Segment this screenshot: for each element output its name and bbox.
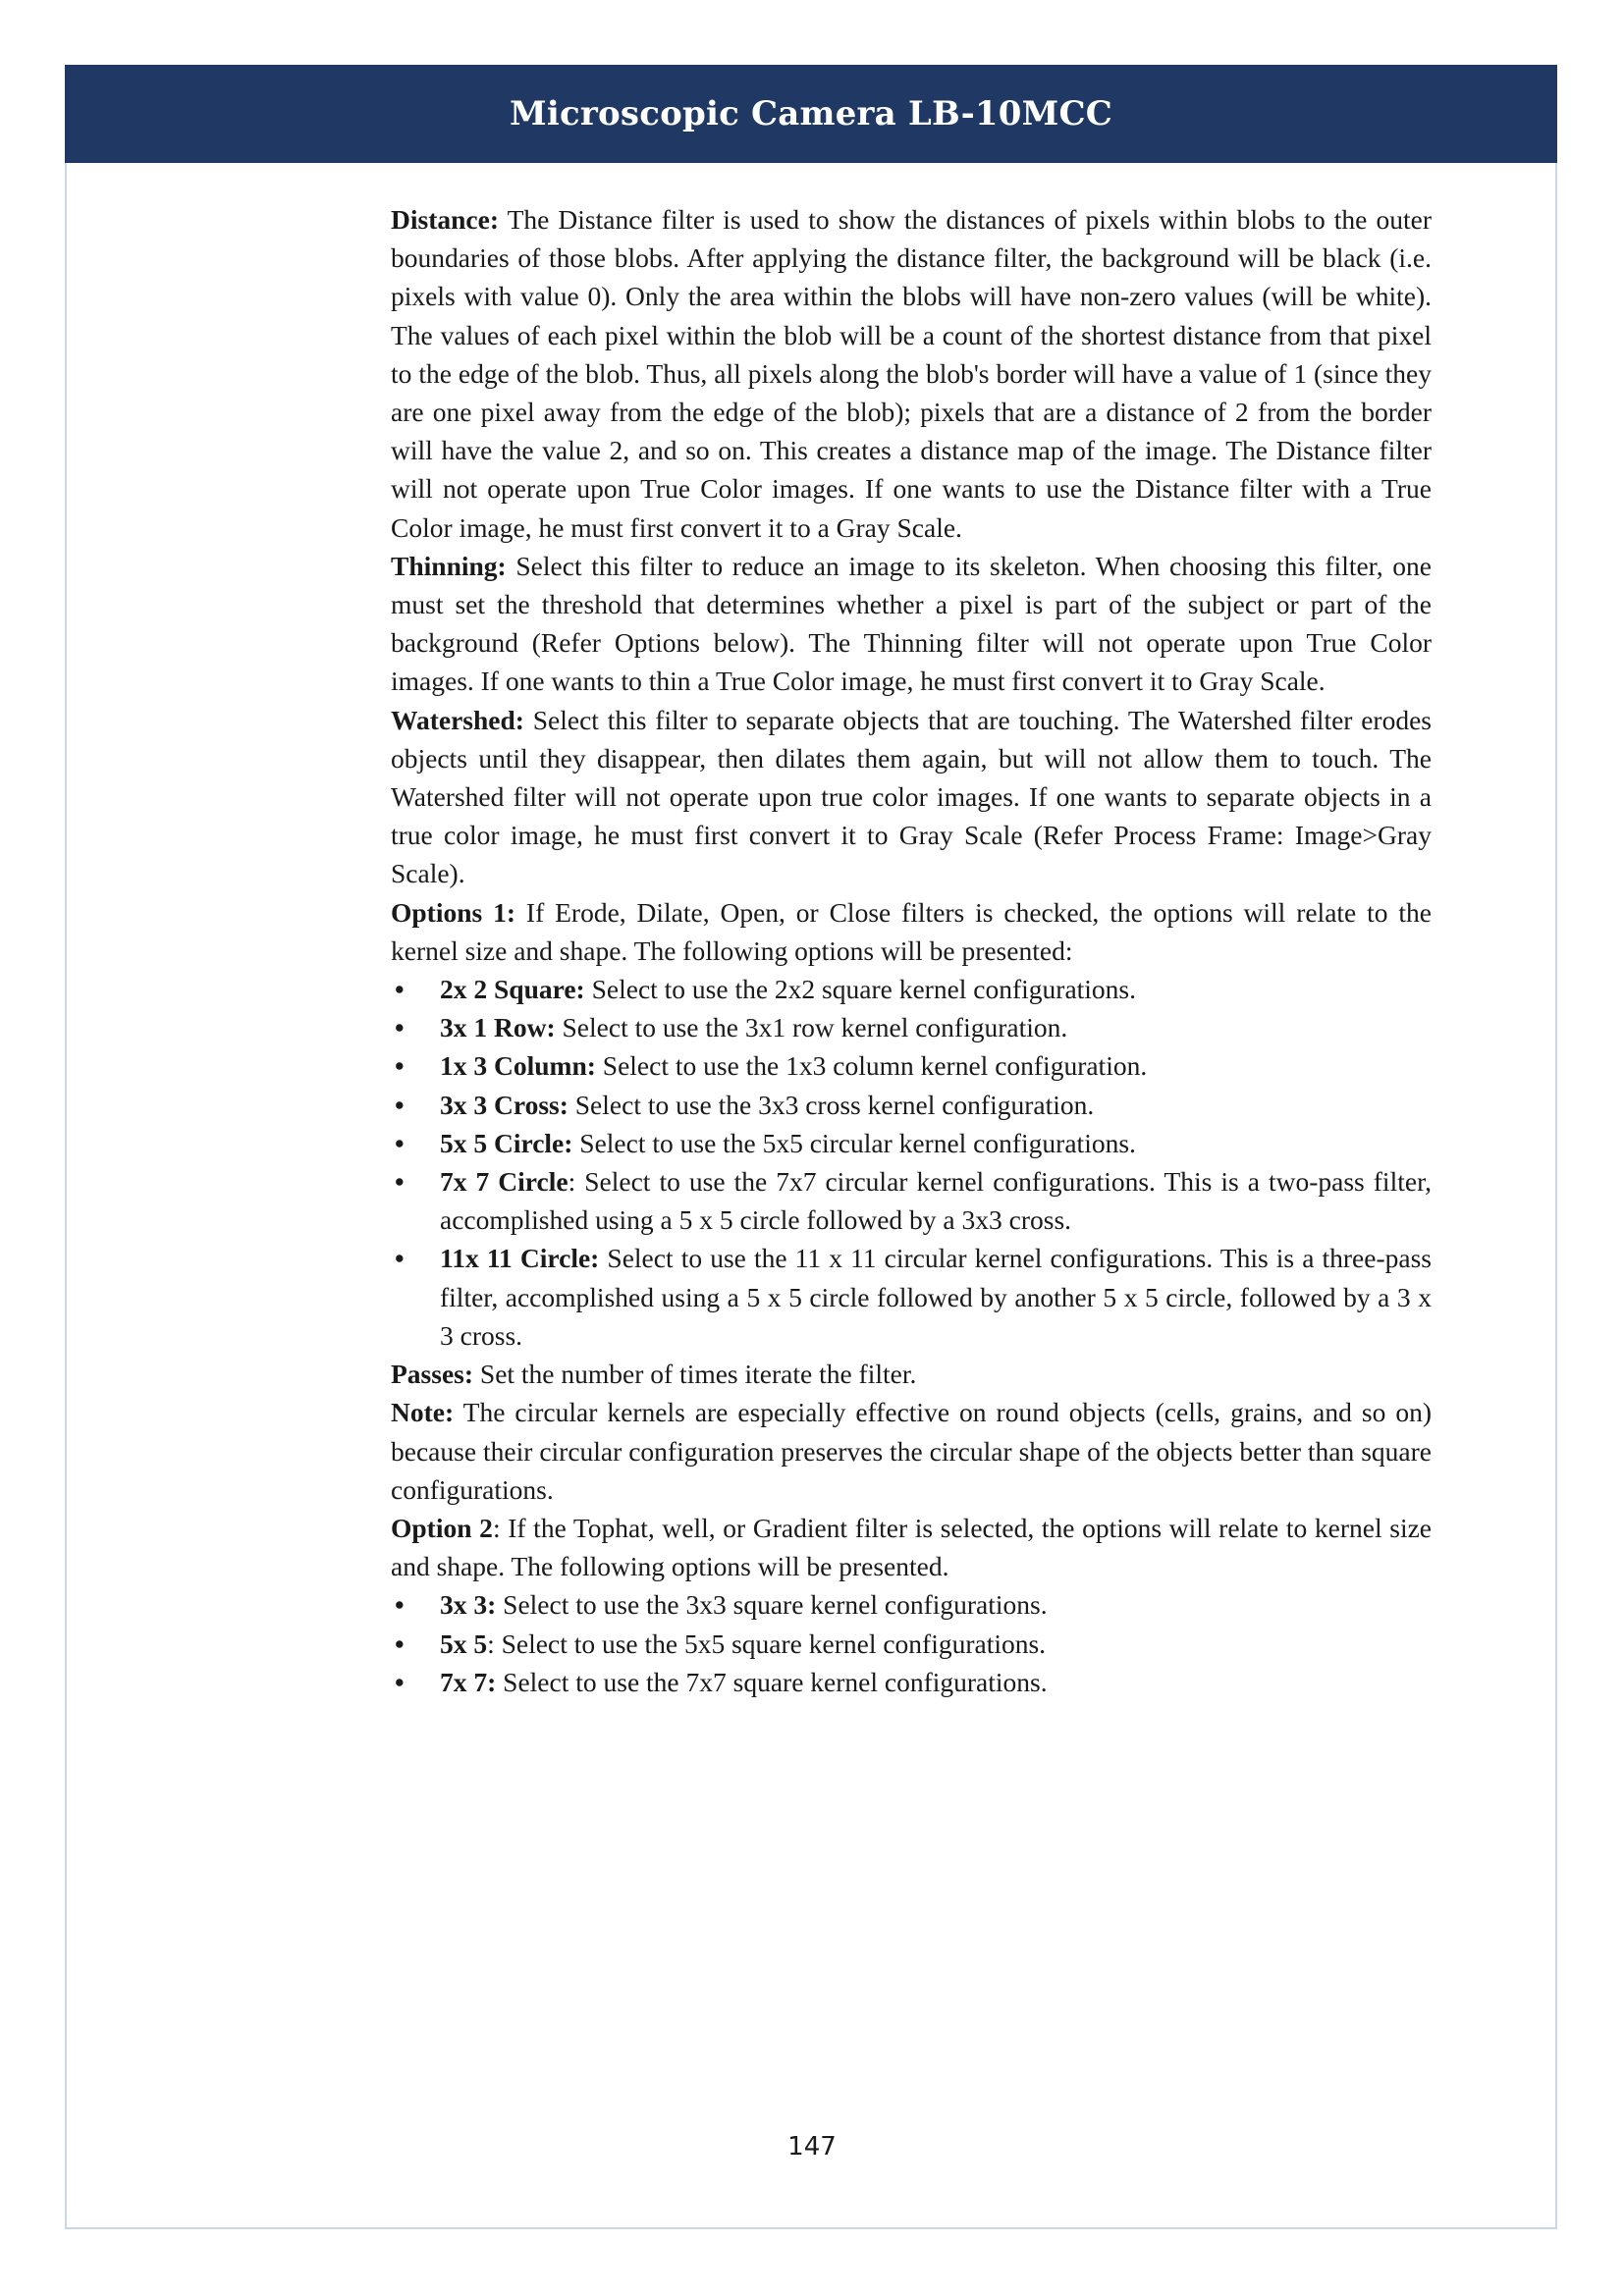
bullet-icon: •	[395, 1628, 405, 1659]
list-item	[391, 970, 1432, 1008]
list-item-text: : Select to use the 7x7 circular kernel configurations. This is a two-pass filter, accomplished using a 5 x 5 circle followed by a 3x3 cross.	[440, 1166, 1432, 1236]
list-item	[391, 1162, 1432, 1239]
text-thinning: Select this filter to reduce an image to its skeleton. When choosing this filter, one must set the threshold that determines whether a pixel is part of the subject or part of the background (Refer Options below). The Thinning filter will not operate upon True Color images. If one wants to thin a True Color image, he must first convert it to Gray Scale.	[391, 550, 1432, 697]
text-note: The circular kernels are especially effective on round objects (cells, grains, and so on) because their circular configuration preserves the circular shape of the objects better than square configurations.	[391, 1397, 1432, 1505]
paragraph-option-2	[391, 1509, 1432, 1585]
bullet-icon: •	[395, 1666, 405, 1697]
bullet-icon: •	[395, 1012, 405, 1043]
bullet-icon: •	[395, 1166, 405, 1198]
term-options-1: Options 1:	[391, 896, 516, 928]
list-item-term: 1x 3 Column:	[440, 1050, 596, 1082]
list-item-text: : Select to use the 5x5 square kernel configurations.	[487, 1628, 1047, 1659]
list-item-term: 11x 11 Circle:	[440, 1243, 600, 1274]
text-distance: The Distance filter is used to show the distances of pixels within blobs to the outer boundaries of those blobs. After applying the distance filter, the background will be black (i.e. pixels with value 0). Only the area within the blobs will have non-zero values (will be white). The values of each pixel within the blob will be a count of the shortest distance from that pixel to the edge of the blob. Thus, all pixels along the blob's border will have a value of 1 (since they are one pixel away from the edge of the blob); pixels that are a distance of 2 from the border will have the value 2, and so on. This creates a distance map of the image. The Distance filter will not operate upon True Color images. If one wants to use the Distance filter with a True Color image, he must first convert it to a Gray Scale.	[391, 204, 1432, 543]
list-item	[391, 1086, 1432, 1124]
list-item-text: Select to use the 3x3 cross kernel configuration.	[568, 1089, 1095, 1120]
list-item-text: Select to use the 1x3 column kernel configuration.	[595, 1050, 1148, 1082]
list-item-text: Select to use the 3x1 row kernel configuration.	[555, 1012, 1068, 1043]
list-item-term: 3x 3:	[440, 1589, 497, 1621]
list-item	[391, 1046, 1432, 1085]
term-distance: Distance:	[391, 204, 499, 235]
list-item	[391, 1585, 1432, 1624]
list-item	[391, 1663, 1432, 1701]
term-thinning: Thinning:	[391, 550, 507, 581]
page-number: 147	[787, 2132, 837, 2162]
paragraph-options-1	[391, 893, 1432, 970]
term-passes: Passes:	[391, 1359, 474, 1390]
term-note: Note:	[391, 1397, 455, 1428]
paragraph-watershed	[391, 701, 1432, 893]
list-item-text: Select to use the 5x5 circular kernel configurations.	[572, 1127, 1136, 1158]
bullet-icon: •	[395, 1589, 405, 1621]
text-passes: Set the number of times iterate the filter.	[473, 1359, 917, 1390]
term-watershed: Watershed:	[391, 704, 524, 735]
list-item-term: 3x 1 Row:	[440, 1012, 556, 1043]
page-body	[391, 200, 1432, 1701]
list-item-term: 3x 3 Cross:	[440, 1089, 568, 1120]
list-item-term: 5x 5 Circle:	[440, 1127, 573, 1158]
text-watershed: Select this filter to separate objects that are touching. The Watershed filter erodes objects until they disappear, then dilates them again, but will not allow them to touch. The Watershed filter will not operate upon true color images. If one wants to separate objects in a true color image, he must first convert it to Gray Scale (Refer Process Frame: Image>Gray Scale).	[391, 704, 1432, 889]
list-item-text: Select to use the 11 x 11 circular kernel configurations. This is a three-pass filter, accomplished using a 5 x 5 circle followed by another 5 x 5 circle, followed by a 3 x 3 cross.	[440, 1243, 1432, 1351]
paragraph-note	[391, 1393, 1432, 1509]
bullet-icon: •	[395, 1089, 405, 1120]
options-1-list	[391, 970, 1432, 1355]
options-2-list	[391, 1585, 1432, 1701]
list-item	[391, 1239, 1432, 1355]
list-item	[391, 1008, 1432, 1046]
list-item-term: 2x 2 Square:	[440, 974, 585, 1005]
list-item-term: 7x 7 Circle	[440, 1166, 568, 1198]
list-item-term: 5x 5	[440, 1628, 488, 1659]
bullet-icon: •	[395, 974, 405, 1005]
bullet-icon: •	[395, 1243, 405, 1274]
paragraph-thinning	[391, 547, 1432, 701]
document-title: Microscopic Camera LB-10MCC	[510, 94, 1112, 133]
paragraph-distance	[391, 200, 1432, 547]
text-options-1: If Erode, Dilate, Open, or Close filters is checked, the options will relate to the kernel size and shape. The following options will be presented:	[391, 896, 1433, 966]
document-header	[65, 65, 1557, 163]
list-item	[391, 1625, 1432, 1663]
text-option-2: : If the Tophat, well, or Gradient filter is selected, the options will relate to kernel size and shape. The following options will be presented.	[391, 1512, 1433, 1582]
paragraph-passes	[391, 1355, 1432, 1393]
list-item-term: 7x 7:	[440, 1666, 497, 1697]
bullet-icon: •	[395, 1127, 405, 1158]
list-item-text: Select to use the 3x3 square kernel configurations.	[496, 1589, 1048, 1621]
term-option-2: Option 2	[391, 1512, 493, 1543]
list-item-text: Select to use the 2x2 square kernel configurations.	[584, 974, 1137, 1005]
list-item	[391, 1124, 1432, 1162]
list-item-text: Select to use the 7x7 square kernel configurations.	[496, 1666, 1048, 1697]
bullet-icon: •	[395, 1050, 405, 1082]
